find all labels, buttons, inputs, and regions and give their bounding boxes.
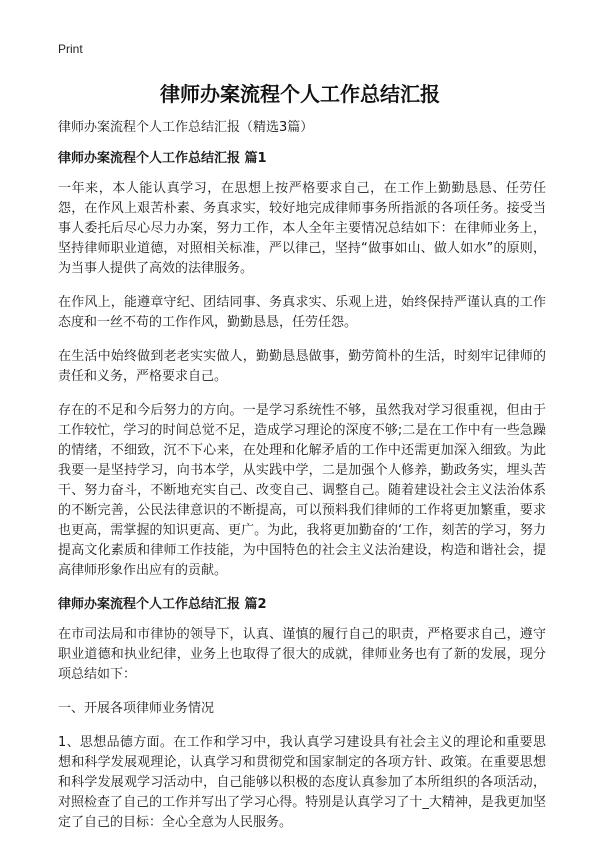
section-1-paragraph-4: 存在的不足和今后努力的方向。一是学习系统性不够，虽然我对学习很重视，但由于工作较忙，学习的时间总觉不足，造成学习理论的深度不够;二是在工作中有一些急躁的情绪，不细致，沉不下心来，在处理和化解矛盾的工作中还需更加深入细致。为此我要一是坚持学习，向书本学，从实践中学，二是加强个人修养，勤政务实，埋头苦干、努力奋斗，不断地充实自己、改变自己、调整自己。随着建设社会主义法治体系的不断完善，公民法律意识的不断提高，可以预料我们律师的工作将更加繁重，要求也更高，需掌握的知识更高、更广。为此，我将更加勤奋的‘工作，刻苦的学习，努力提高文化素质和律师工作技能，为中国特色的社会主义法治建设，构造和谐社会，提高律师形象作出应有的贡献。 [58, 403, 546, 578]
section-2-subheading: 一、开展各项律师业务情况 [58, 701, 215, 716]
section-1-paragraph-3: 在生活中始终做到老老实实做人，勤勤恳恳做事，勤劳简朴的生活，时刻牢记律师的责任和义务，严格要求自己。 [58, 349, 546, 384]
document-subtitle: 律师办案流程个人工作总结汇报（精选3篇） [58, 120, 314, 135]
section-1-paragraph-2: 在作风上，能遵章守纪、团结同事、务真求实、乐观上进，始终保持严谨认真的工作态度和一丝不苟的工作作风，勤勤恳恳，任劳任怨。 [58, 295, 546, 330]
page-title: 律师办案流程个人工作总结汇报 [160, 82, 440, 106]
document-body [58, 118, 546, 847]
section-heading-2: 律师办案流程个人工作总结汇报 篇2 [58, 597, 267, 612]
section-2-paragraph-1: 在市司法局和市律协的领导下，认真、谨慎的履行自己的职责，严格要求自己，遵守职业道德和执业纪律，业务上也取得了很大的成就，律师业务也有了新的发展，现分项总结如下： [58, 627, 546, 682]
section-1-paragraph-1: 一年来，本人能认真学习，在思想上按严格要求自己，在工作上勤勤恳恳、任劳任怨，在作风上艰苦朴素、务真求实，较好地完成律师事务所指派的各项任务。接受当事人委托后尽心尽力办案，努力工作，本人全年主要情况总结如下：在律师业务上，坚持律师职业道德，对照相关标准，严以律己，坚持“做事如山、做人如水”的原则，为当事人提供了高效的法律服务。 [58, 181, 546, 276]
print-link[interactable]: Print [58, 42, 83, 56]
section-2-paragraph-2: 1、思想品德方面。在工作和学习中，我认真学习建设具有社会主义的理论和重要思想和科学发展观理论，认真学习和贯彻党和国家制定的各项方针、政策。在重要思想和科学发展观学习活动中，自己能够以积极的态度认真参加了本所组织的各项活动，对照检查了自己的工作并写出了学习心得。特别是认真学习了十_大精神，是我更加坚定了自己的目标：全心全意为人民服务。 [58, 735, 546, 830]
section-heading-1: 律师办案流程个人工作总结汇报 篇1 [58, 151, 267, 166]
